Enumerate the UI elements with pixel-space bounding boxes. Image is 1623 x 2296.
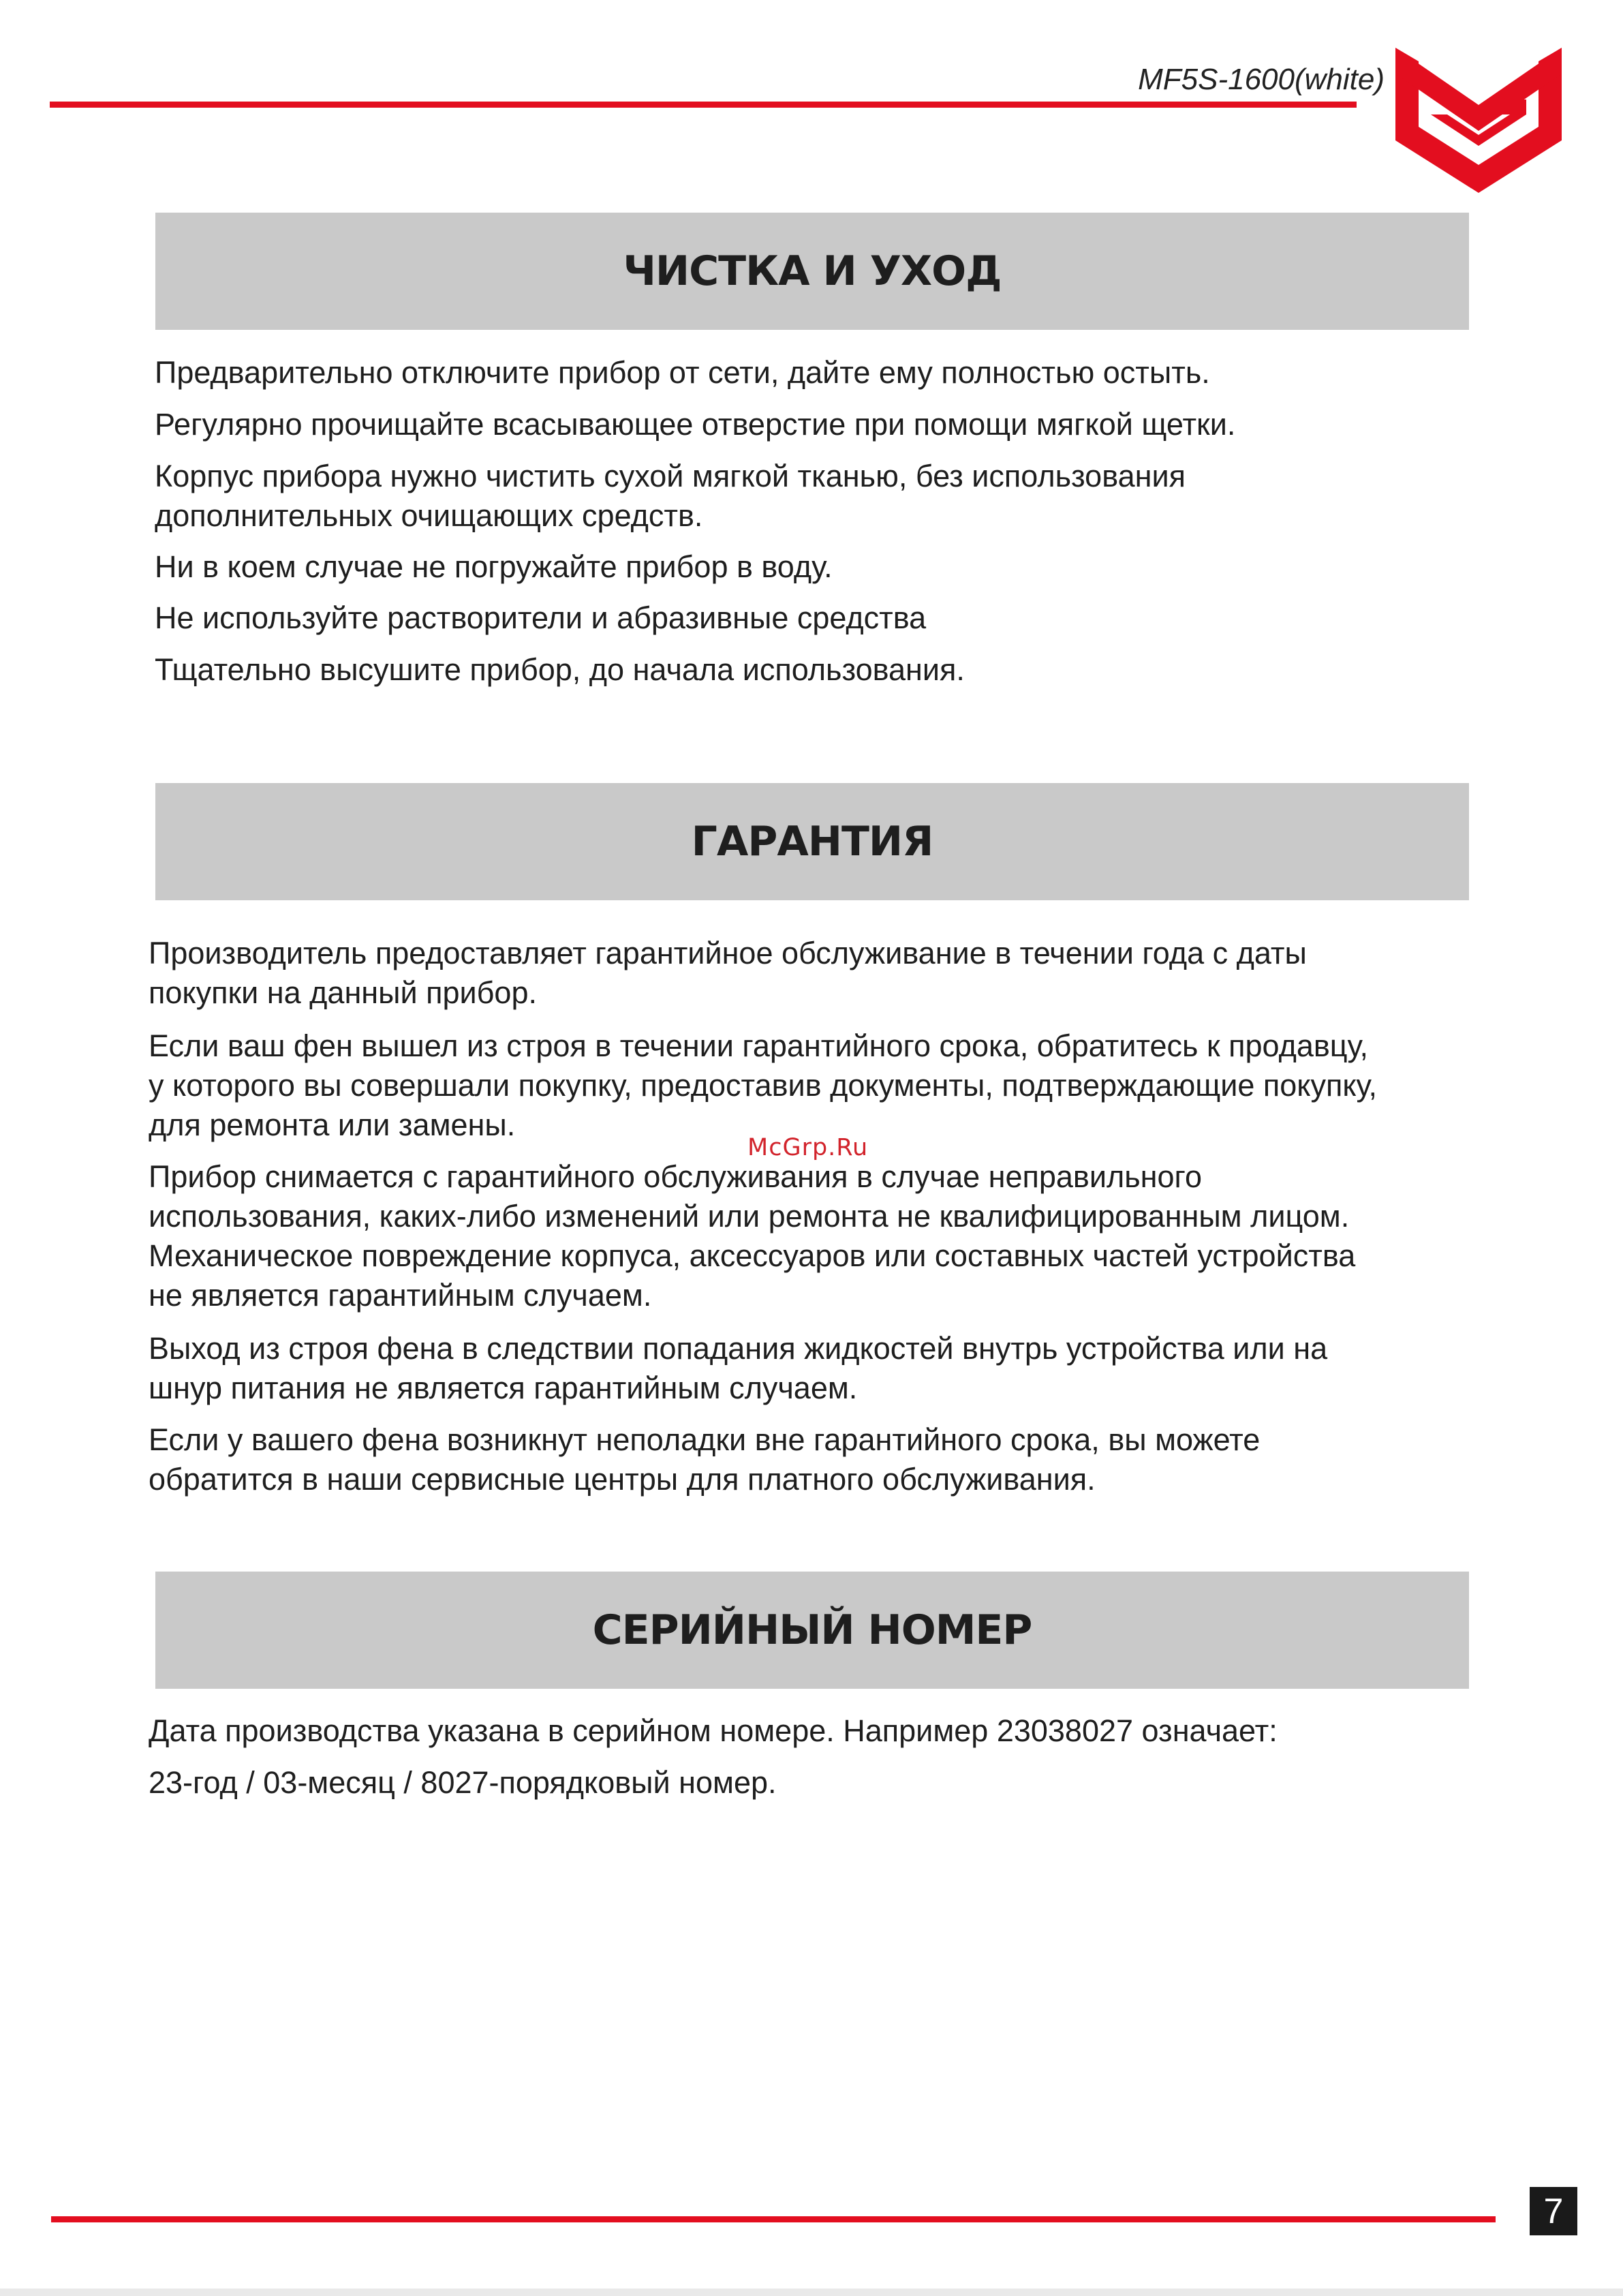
paragraph: [149, 1157, 1355, 1315]
text-line: покупки на данный прибор.: [149, 975, 537, 1010]
model-name: MF5S-1600(white): [1138, 63, 1385, 96]
page-edge: [0, 2289, 1623, 2296]
text-line: Производитель предоставляет гарантийное обслуживание в течении года с даты: [149, 936, 1307, 970]
text-line: Регулярно прочищайте всасывающее отверстие при помощи мягкой щетки.: [155, 407, 1236, 442]
paragraph: [155, 650, 965, 690]
section-header-serial: [155, 1572, 1469, 1689]
paragraph: [149, 934, 1307, 1013]
paragraph: [149, 1420, 1260, 1499]
section-header-warranty: [155, 783, 1469, 900]
paragraph: [155, 353, 1210, 393]
text-line: у которого вы совершали покупку, предоставив документы, подтверждающие покупку,: [149, 1068, 1378, 1103]
text-line: Выход из строя фена в следствии попадания жидкостей внутрь устройства или на: [149, 1331, 1328, 1366]
text-line: Прибор снимается с гарантийного обслуживания в случае неправильного: [149, 1159, 1202, 1194]
brand-logo-icon: [1390, 40, 1571, 198]
page-number: 7: [1530, 2187, 1577, 2235]
text-line: Корпус прибора нужно чистить сухой мягкой тканью, без использования: [155, 459, 1186, 493]
text-line: 23-год / 03-месяц / 8027-порядковый номер.: [149, 1765, 777, 1800]
text-line: обратится в наши сервисные центры для платного обслуживания.: [149, 1462, 1096, 1497]
text-line: Если ваш фен вышел из строя в течении гарантийного срока, обратитесь к продавцу,: [149, 1028, 1369, 1063]
paragraph: [155, 457, 1186, 536]
paragraph: [149, 1763, 777, 1803]
text-line: использования, каких-либо изменений или ремонта не квалифицированным лицом.: [149, 1199, 1350, 1234]
text-line: Предварительно отключите прибор от сети, дайте ему полностью остыть.: [155, 355, 1210, 390]
text-line: дополнительных очищающих средств.: [155, 498, 703, 533]
paragraph: [155, 547, 833, 587]
section-title: ЧИСТКА И УХОД: [623, 247, 1002, 295]
text-line: шнур питания не является гарантийным случаем.: [149, 1371, 858, 1405]
watermark: McGrp.Ru: [747, 1134, 869, 1161]
footer-rule: [51, 2216, 1496, 2222]
paragraph: [149, 1711, 1278, 1751]
text-line: Не используйте растворители и абразивные средства: [155, 600, 927, 635]
section-title: ГАРАНТИЯ: [691, 818, 933, 866]
text-line: Механическое повреждение корпуса, аксессуаров или составных частей устройства: [149, 1238, 1356, 1273]
text-line: не является гарантийным случаем.: [149, 1278, 652, 1313]
paragraph: [155, 598, 926, 638]
paragraph: [149, 1026, 1377, 1145]
section-header-cleaning: [155, 213, 1469, 330]
paragraph: [155, 405, 1235, 444]
text-line: для ремонта или замены.: [149, 1107, 516, 1142]
text-line: Дата производства указана в серийном номере. Например 23038027 означает:: [149, 1713, 1278, 1748]
section-title: СЕРИЙНЫЙ НОМЕР: [592, 1606, 1032, 1654]
text-line: Тщательно высушите прибор, до начала использования.: [155, 652, 965, 687]
text-line: Если у вашего фена возникнут неполадки вне гарантийного срока, вы можете: [149, 1422, 1261, 1457]
paragraph: [149, 1329, 1327, 1408]
header-rule: [50, 102, 1357, 108]
text-line: Ни в коем случае не погружайте прибор в воду.: [155, 549, 833, 584]
